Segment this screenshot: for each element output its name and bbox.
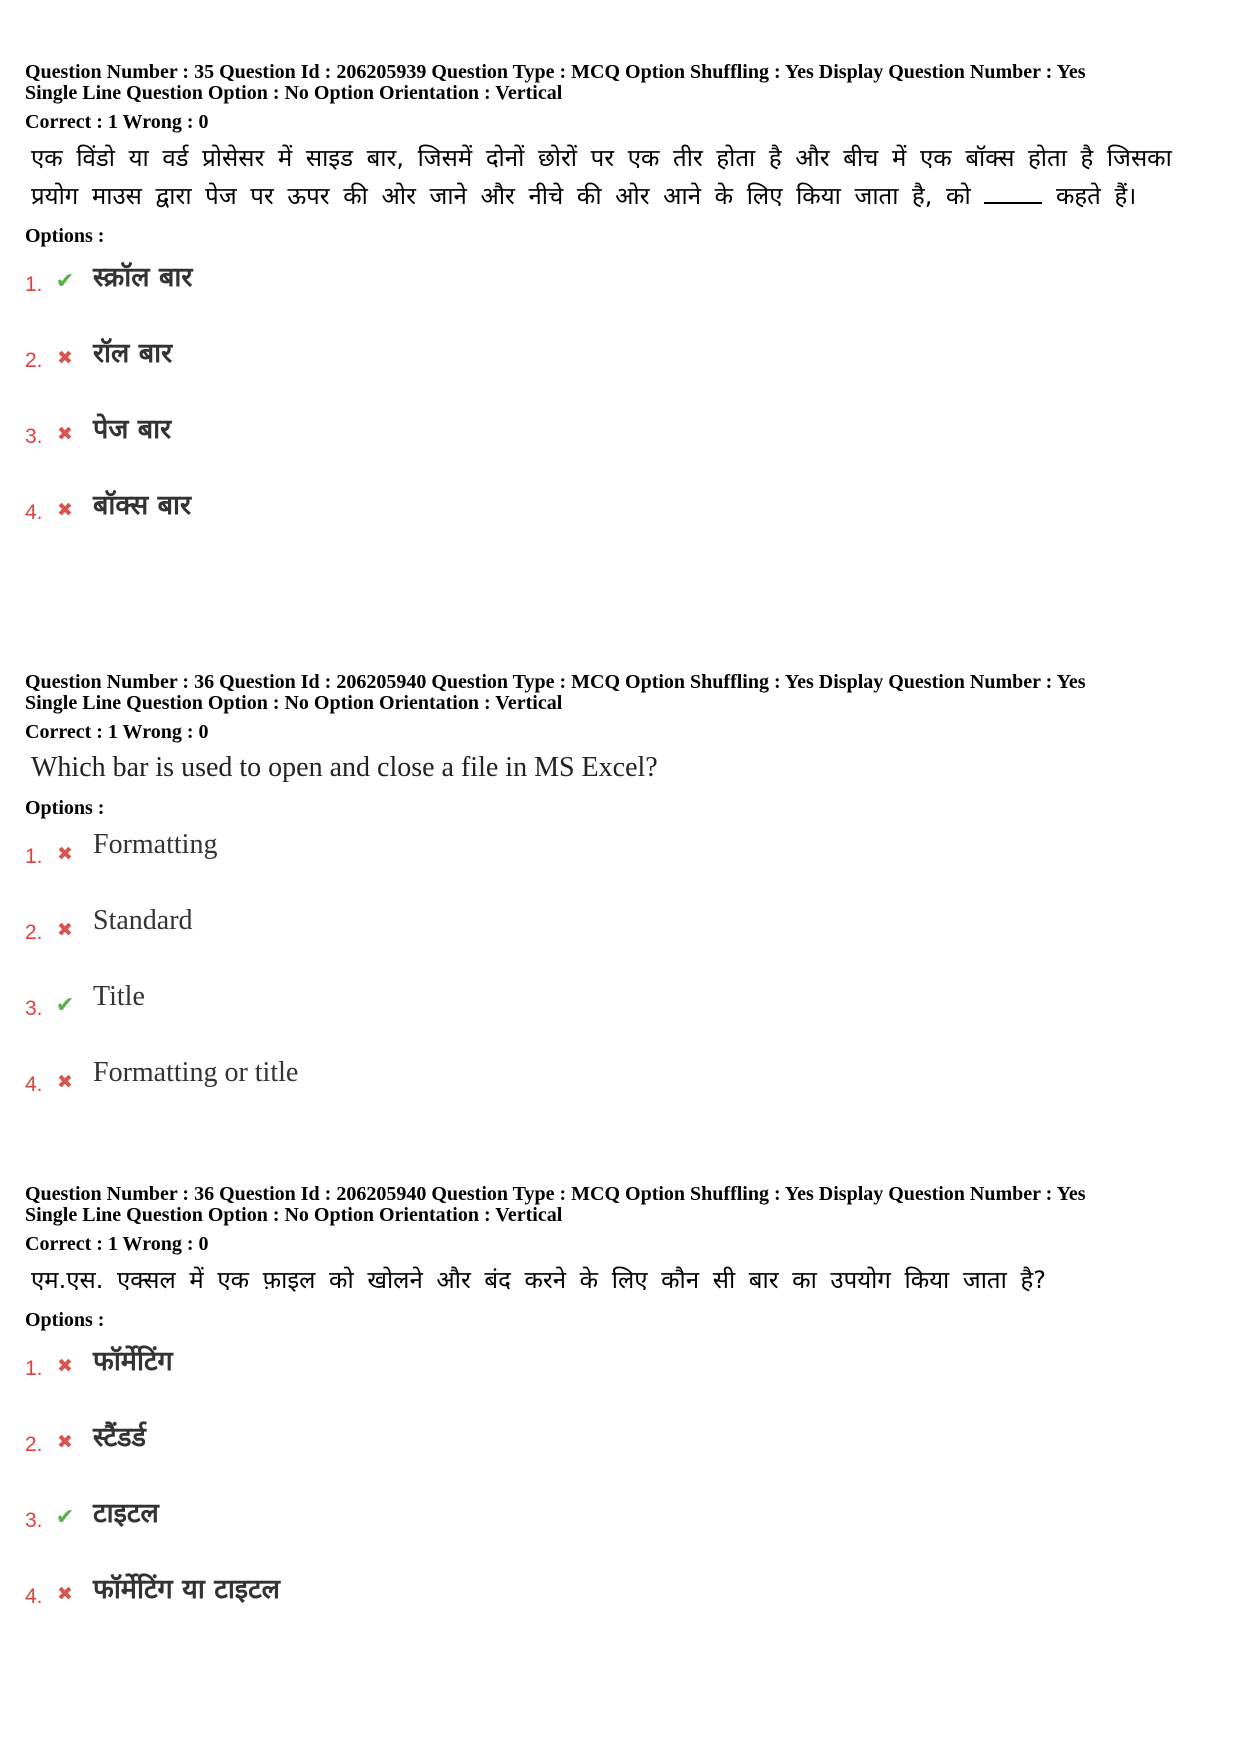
option-number: 2. (25, 921, 43, 944)
question-block-36-hi (25, 1184, 1225, 1635)
question-meta-line2: Single Line Question Option : No Option Orientation : Vertical (25, 692, 563, 714)
option-item (25, 895, 1225, 971)
option-number: 3. (25, 425, 43, 448)
option-text: टाइटल (93, 1498, 159, 1529)
question-text (25, 139, 1216, 215)
cross-icon: ✖ (57, 1071, 73, 1093)
option-text: Formatting or title (93, 1057, 299, 1088)
option-item (25, 247, 1225, 323)
option-text: स्टैंडर्ड (93, 1422, 147, 1453)
options-label: Options : (25, 225, 105, 247)
option-text: Title (93, 981, 145, 1012)
options-label: Options : (25, 797, 105, 819)
option-number: 2. (25, 349, 43, 372)
question-text-part2: कहते हैं। (1056, 182, 1137, 210)
option-number: 4. (25, 1585, 43, 1608)
option-text: पेज बार (93, 414, 172, 445)
answer-blank (984, 180, 1042, 204)
option-item (25, 1559, 1225, 1635)
option-text: स्क्रॉल बार (93, 262, 193, 293)
option-item (25, 819, 1225, 895)
option-text: Standard (93, 905, 193, 936)
option-text: रॉल बार (93, 338, 173, 369)
option-text: Formatting (93, 829, 218, 860)
option-text: बॉक्स बार (93, 490, 192, 521)
option-item (25, 1047, 1225, 1123)
options-label: Options : (25, 1309, 105, 1331)
option-item (25, 323, 1225, 399)
option-item (25, 1407, 1225, 1483)
option-number: 4. (25, 1073, 43, 1096)
question-score: Correct : 1 Wrong : 0 (25, 1233, 209, 1255)
check-icon: ✔ (55, 993, 75, 1018)
cross-icon: ✖ (57, 499, 73, 521)
option-number: 3. (25, 1509, 43, 1532)
option-item (25, 971, 1225, 1047)
option-number: 1. (25, 845, 43, 868)
question-text: Which bar is used to open and close a file in MS Excel? (31, 752, 658, 783)
question-meta-line2: Single Line Question Option : No Option Orientation : Vertical (25, 1204, 563, 1226)
option-item (25, 1483, 1225, 1559)
option-item (25, 399, 1225, 475)
check-icon: ✔ (55, 269, 75, 294)
question-text-part1: एक विंडो या वर्ड प्रोसेसर में साइड बार, जिसमें दोनों छोरों पर एक तीर होता है और बीच में एक बॉक्स होता है जिसका प्रयोग माउस द्वारा पेज पर ऊपर की ओर जाने और नीचे की ओर आने के लिए किया जाता है, को (31, 144, 1172, 210)
cross-icon: ✖ (57, 1431, 73, 1453)
question-meta-line2: Single Line Question Option : No Option Orientation : Vertical (25, 82, 563, 104)
cross-icon: ✖ (57, 843, 73, 865)
option-number: 1. (25, 1357, 43, 1380)
question-meta-line1: Question Number : 36 Question Id : 206205940 Question Type : MCQ Option Shuffling : Yes Display Question Number : Yes (25, 1183, 1086, 1205)
option-item (25, 1331, 1225, 1407)
option-number: 2. (25, 1433, 43, 1456)
cross-icon: ✖ (57, 1583, 73, 1605)
cross-icon: ✖ (57, 1355, 73, 1377)
option-number: 1. (25, 273, 43, 296)
check-icon: ✔ (55, 1505, 75, 1530)
question-block-36-en (25, 672, 1225, 1123)
question-block-35 (25, 62, 1225, 551)
question-score: Correct : 1 Wrong : 0 (25, 721, 209, 743)
option-text: फॉर्मेटिंग या टाइटल (93, 1574, 280, 1605)
cross-icon: ✖ (57, 423, 73, 445)
option-item (25, 475, 1225, 551)
cross-icon: ✖ (57, 919, 73, 941)
option-text: फॉर्मेटिंग (93, 1346, 173, 1377)
question-text: एम.एस. एक्सल में एक फ़ाइल को खोलने और बंद करने के लिए कौन सी बार का उपयोग किया जाता है? (31, 1266, 1046, 1294)
question-meta-line1: Question Number : 35 Question Id : 206205939 Question Type : MCQ Option Shuffling : Yes Display Question Number : Yes (25, 61, 1086, 83)
option-number: 4. (25, 501, 43, 524)
question-meta-line1: Question Number : 36 Question Id : 206205940 Question Type : MCQ Option Shuffling : Yes Display Question Number : Yes (25, 671, 1086, 693)
question-score: Correct : 1 Wrong : 0 (25, 111, 209, 133)
cross-icon: ✖ (57, 347, 73, 369)
option-number: 3. (25, 997, 43, 1020)
